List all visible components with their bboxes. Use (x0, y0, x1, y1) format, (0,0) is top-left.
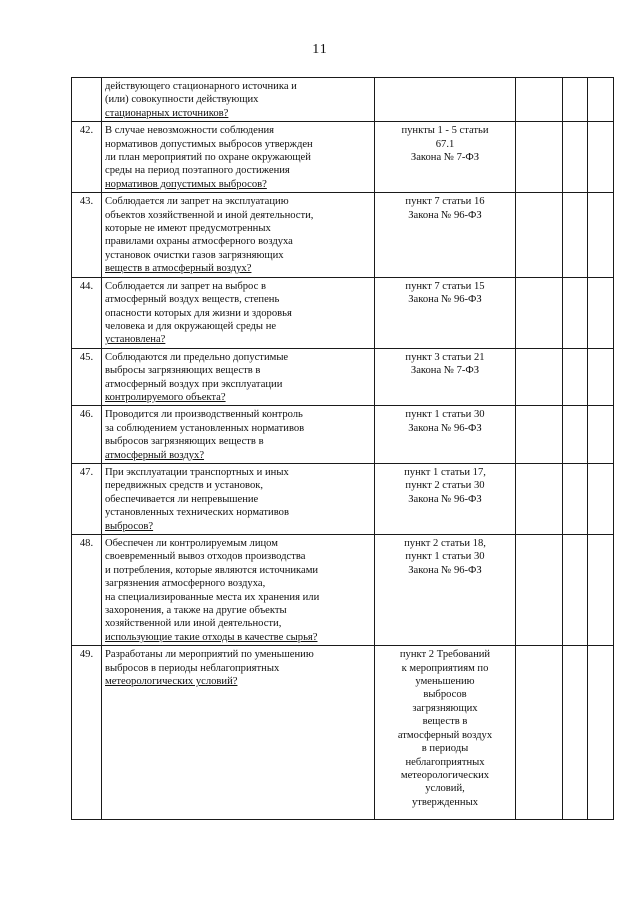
note-cell (588, 193, 614, 277)
answer-yes-cell (516, 535, 563, 646)
question-text-line: выбросов? (105, 520, 154, 532)
question-text-line: которые не имеют предусмотренных (105, 223, 271, 235)
table-row (72, 535, 614, 646)
question-text-line: установлена? (105, 334, 166, 346)
legal-basis-line: Закона № 96-ФЗ (408, 294, 482, 306)
question-text-line: При эксплуатации транспортных и иных (105, 466, 289, 478)
table-row (72, 122, 614, 193)
note-cell (588, 348, 614, 406)
table-row (72, 193, 614, 277)
question-text-line: загрязнения атмосферного воздуха, (105, 578, 266, 590)
legal-basis-cell (375, 78, 516, 122)
question-cell (102, 193, 375, 277)
answer-no-cell (563, 535, 588, 646)
question-text-line: ли план мероприятий по охране окружающей (105, 152, 311, 164)
answer-no-cell (563, 406, 588, 464)
legal-basis-cell (375, 646, 516, 820)
legal-basis-line: Закона № 7-ФЗ (410, 152, 480, 164)
question-text-line: своевременный вывоз отходов производства (105, 551, 306, 563)
item-number: 47. (72, 463, 102, 534)
answer-no-cell (563, 78, 588, 122)
answer-yes-cell (516, 406, 563, 464)
question-text-line: действующего стационарного источника и (105, 81, 297, 92)
legal-basis-line: Закона № 7-ФЗ (410, 365, 480, 377)
question-text-line: за соблюдением установленных нормативов (105, 422, 305, 434)
question-text-line: Соблюдается ли запрет на эксплуатацию (105, 196, 289, 208)
question-text-line: передвижных средств и установок, (105, 480, 264, 492)
legal-basis-cell (375, 122, 516, 193)
table-row (72, 277, 614, 348)
legal-basis-line: пункт 7 статьи 15 (405, 280, 485, 292)
question-text-line: обеспечивается ли непревышение (105, 493, 259, 505)
item-number: 42. (72, 122, 102, 193)
question-cell (102, 463, 375, 534)
question-cell (102, 78, 375, 122)
legal-basis-line: пункт 2 статьи 30 (405, 480, 485, 492)
question-cell (102, 646, 375, 820)
legal-basis-line: пункт 1 статьи 17, (404, 466, 486, 478)
legal-basis-line: неблагоприятных (405, 756, 485, 768)
answer-yes-cell (516, 193, 563, 277)
legal-basis-line: загрязняющих (412, 702, 478, 714)
answer-no-cell (563, 463, 588, 534)
legal-basis-cell (375, 535, 516, 646)
note-cell (588, 406, 614, 464)
note-cell (588, 463, 614, 534)
question-text-line: установленных технических нормативов (105, 507, 289, 519)
answer-yes-cell (516, 463, 563, 534)
table-row (72, 646, 614, 820)
question-text-line: веществ в атмосферный воздух? (105, 263, 252, 275)
question-text-line: человека и для окружающей среды не (105, 320, 277, 332)
legal-basis-line: пункт 7 статьи 16 (405, 196, 485, 208)
question-cell (102, 348, 375, 406)
legal-basis-line: метеорологических (400, 769, 490, 781)
table-row (72, 78, 614, 122)
question-text-line: атмосферный воздух веществ, степень (105, 294, 280, 306)
legal-basis-line: пункт 2 статьи 18, (404, 538, 486, 549)
legal-basis-cell (375, 348, 516, 406)
table-row (72, 348, 614, 406)
question-text-line: нормативов допустимых выбросов утвержден (105, 138, 313, 150)
note-cell (588, 646, 614, 820)
question-cell (102, 122, 375, 193)
legal-basis-line: Закона № 96-ФЗ (408, 564, 482, 576)
question-text-line: Соблюдаются ли предельно допустимые (105, 351, 289, 363)
legal-basis-cell (375, 406, 516, 464)
legal-basis-cell (375, 463, 516, 534)
question-text-line: выбросов загрязняющих веществ в (105, 436, 264, 448)
legal-basis-line: уменьшению (415, 676, 475, 688)
item-number: 46. (72, 406, 102, 464)
question-text-line: захоронения, а также на другие объекты (105, 605, 287, 617)
answer-no-cell (563, 646, 588, 820)
question-text-line: (или) совокупности действующих (105, 94, 259, 106)
question-cell (102, 535, 375, 646)
item-number: 45. (72, 348, 102, 406)
checklist-table (71, 77, 614, 820)
answer-yes-cell (516, 277, 563, 348)
legal-basis-line: 67.1 (435, 138, 455, 150)
note-cell (588, 277, 614, 348)
answer-no-cell (563, 348, 588, 406)
note-cell (588, 122, 614, 193)
question-text-line: объектов хозяйственной и иной деятельности, (105, 209, 314, 221)
question-text-line: правилами охраны атмосферного воздуха (105, 236, 293, 248)
table-row (72, 406, 614, 464)
legal-basis-line: пункт 1 статьи 30 (405, 409, 485, 421)
legal-basis-line: утвержденных (411, 796, 479, 808)
item-number: 49. (72, 646, 102, 820)
question-text-line: В случае невозможности соблюдения (105, 125, 275, 137)
question-text-line: Разработаны ли мероприятий по уменьшению (105, 649, 314, 661)
table-row (72, 463, 614, 534)
question-text-line: и потребления, которые являются источниками (105, 564, 319, 576)
question-text-line: атмосферный воздух? (105, 449, 205, 461)
question-text-line: выбросы загрязняющих веществ в (105, 365, 261, 377)
legal-basis-line: пункт 2 Требований (399, 649, 491, 661)
question-text-line: метеорологических условий? (105, 676, 238, 688)
question-text-line: Проводится ли производственный контроль (105, 409, 303, 421)
note-cell (588, 535, 614, 646)
legal-basis-line: Закона № 96-ФЗ (408, 493, 482, 505)
answer-yes-cell (516, 78, 563, 122)
question-text-line: атмосферный воздух при эксплуатации (105, 378, 283, 390)
question-text-line: нормативов допустимых выбросов? (105, 178, 267, 190)
legal-basis-cell (375, 193, 516, 277)
question-cell (102, 277, 375, 348)
question-text-line: установок очистки газов загрязняющих (105, 249, 284, 261)
legal-basis-line: атмосферный воздух (397, 729, 493, 741)
legal-basis-line: Закона № 96-ФЗ (408, 209, 482, 221)
question-text-line: стационарных источников? (105, 107, 229, 119)
question-cell (102, 406, 375, 464)
question-text-line: выбросов в периоды неблагоприятных (105, 662, 280, 674)
question-text-line: Обеспечен ли контролируемым лицом (105, 538, 278, 549)
answer-yes-cell (516, 646, 563, 820)
answer-no-cell (563, 122, 588, 193)
question-text-line: использующие такие отходы в качестве сырья? (105, 631, 318, 643)
legal-basis-line: пункт 3 статьи 21 (405, 351, 485, 363)
item-number (72, 78, 102, 122)
legal-basis-line: в периоды (421, 743, 469, 755)
legal-basis-cell (375, 277, 516, 348)
answer-yes-cell (516, 122, 563, 193)
item-number: 43. (72, 193, 102, 277)
question-text-line: Соблюдается ли запрет на выброс в (105, 280, 266, 292)
legal-basis-line: Закона № 96-ФЗ (408, 422, 482, 434)
legal-basis-line: веществ в (422, 716, 468, 728)
legal-basis-line: выбросов (423, 689, 467, 701)
question-text-line: контролируемого объекта? (105, 391, 226, 403)
legal-basis-line: к мероприятиям по (401, 662, 489, 674)
note-cell (588, 78, 614, 122)
answer-no-cell (563, 193, 588, 277)
page-number: 11 (312, 42, 328, 57)
answer-no-cell (563, 277, 588, 348)
question-text-line: среды на период поэтапного достижения (105, 165, 290, 177)
item-number: 48. (72, 535, 102, 646)
question-text-line: опасности которых для жизни и здоровья (105, 307, 292, 319)
legal-basis-line: условий, (425, 783, 465, 795)
legal-basis-line: пункт 1 статьи 30 (405, 551, 485, 563)
question-text-line: хозяйственной или иной деятельности, (105, 618, 282, 630)
answer-yes-cell (516, 348, 563, 406)
item-number: 44. (72, 277, 102, 348)
question-text-line: на специализированные места их хранения или (105, 591, 320, 603)
legal-basis-line: пункты 1 - 5 статьи (401, 125, 489, 137)
